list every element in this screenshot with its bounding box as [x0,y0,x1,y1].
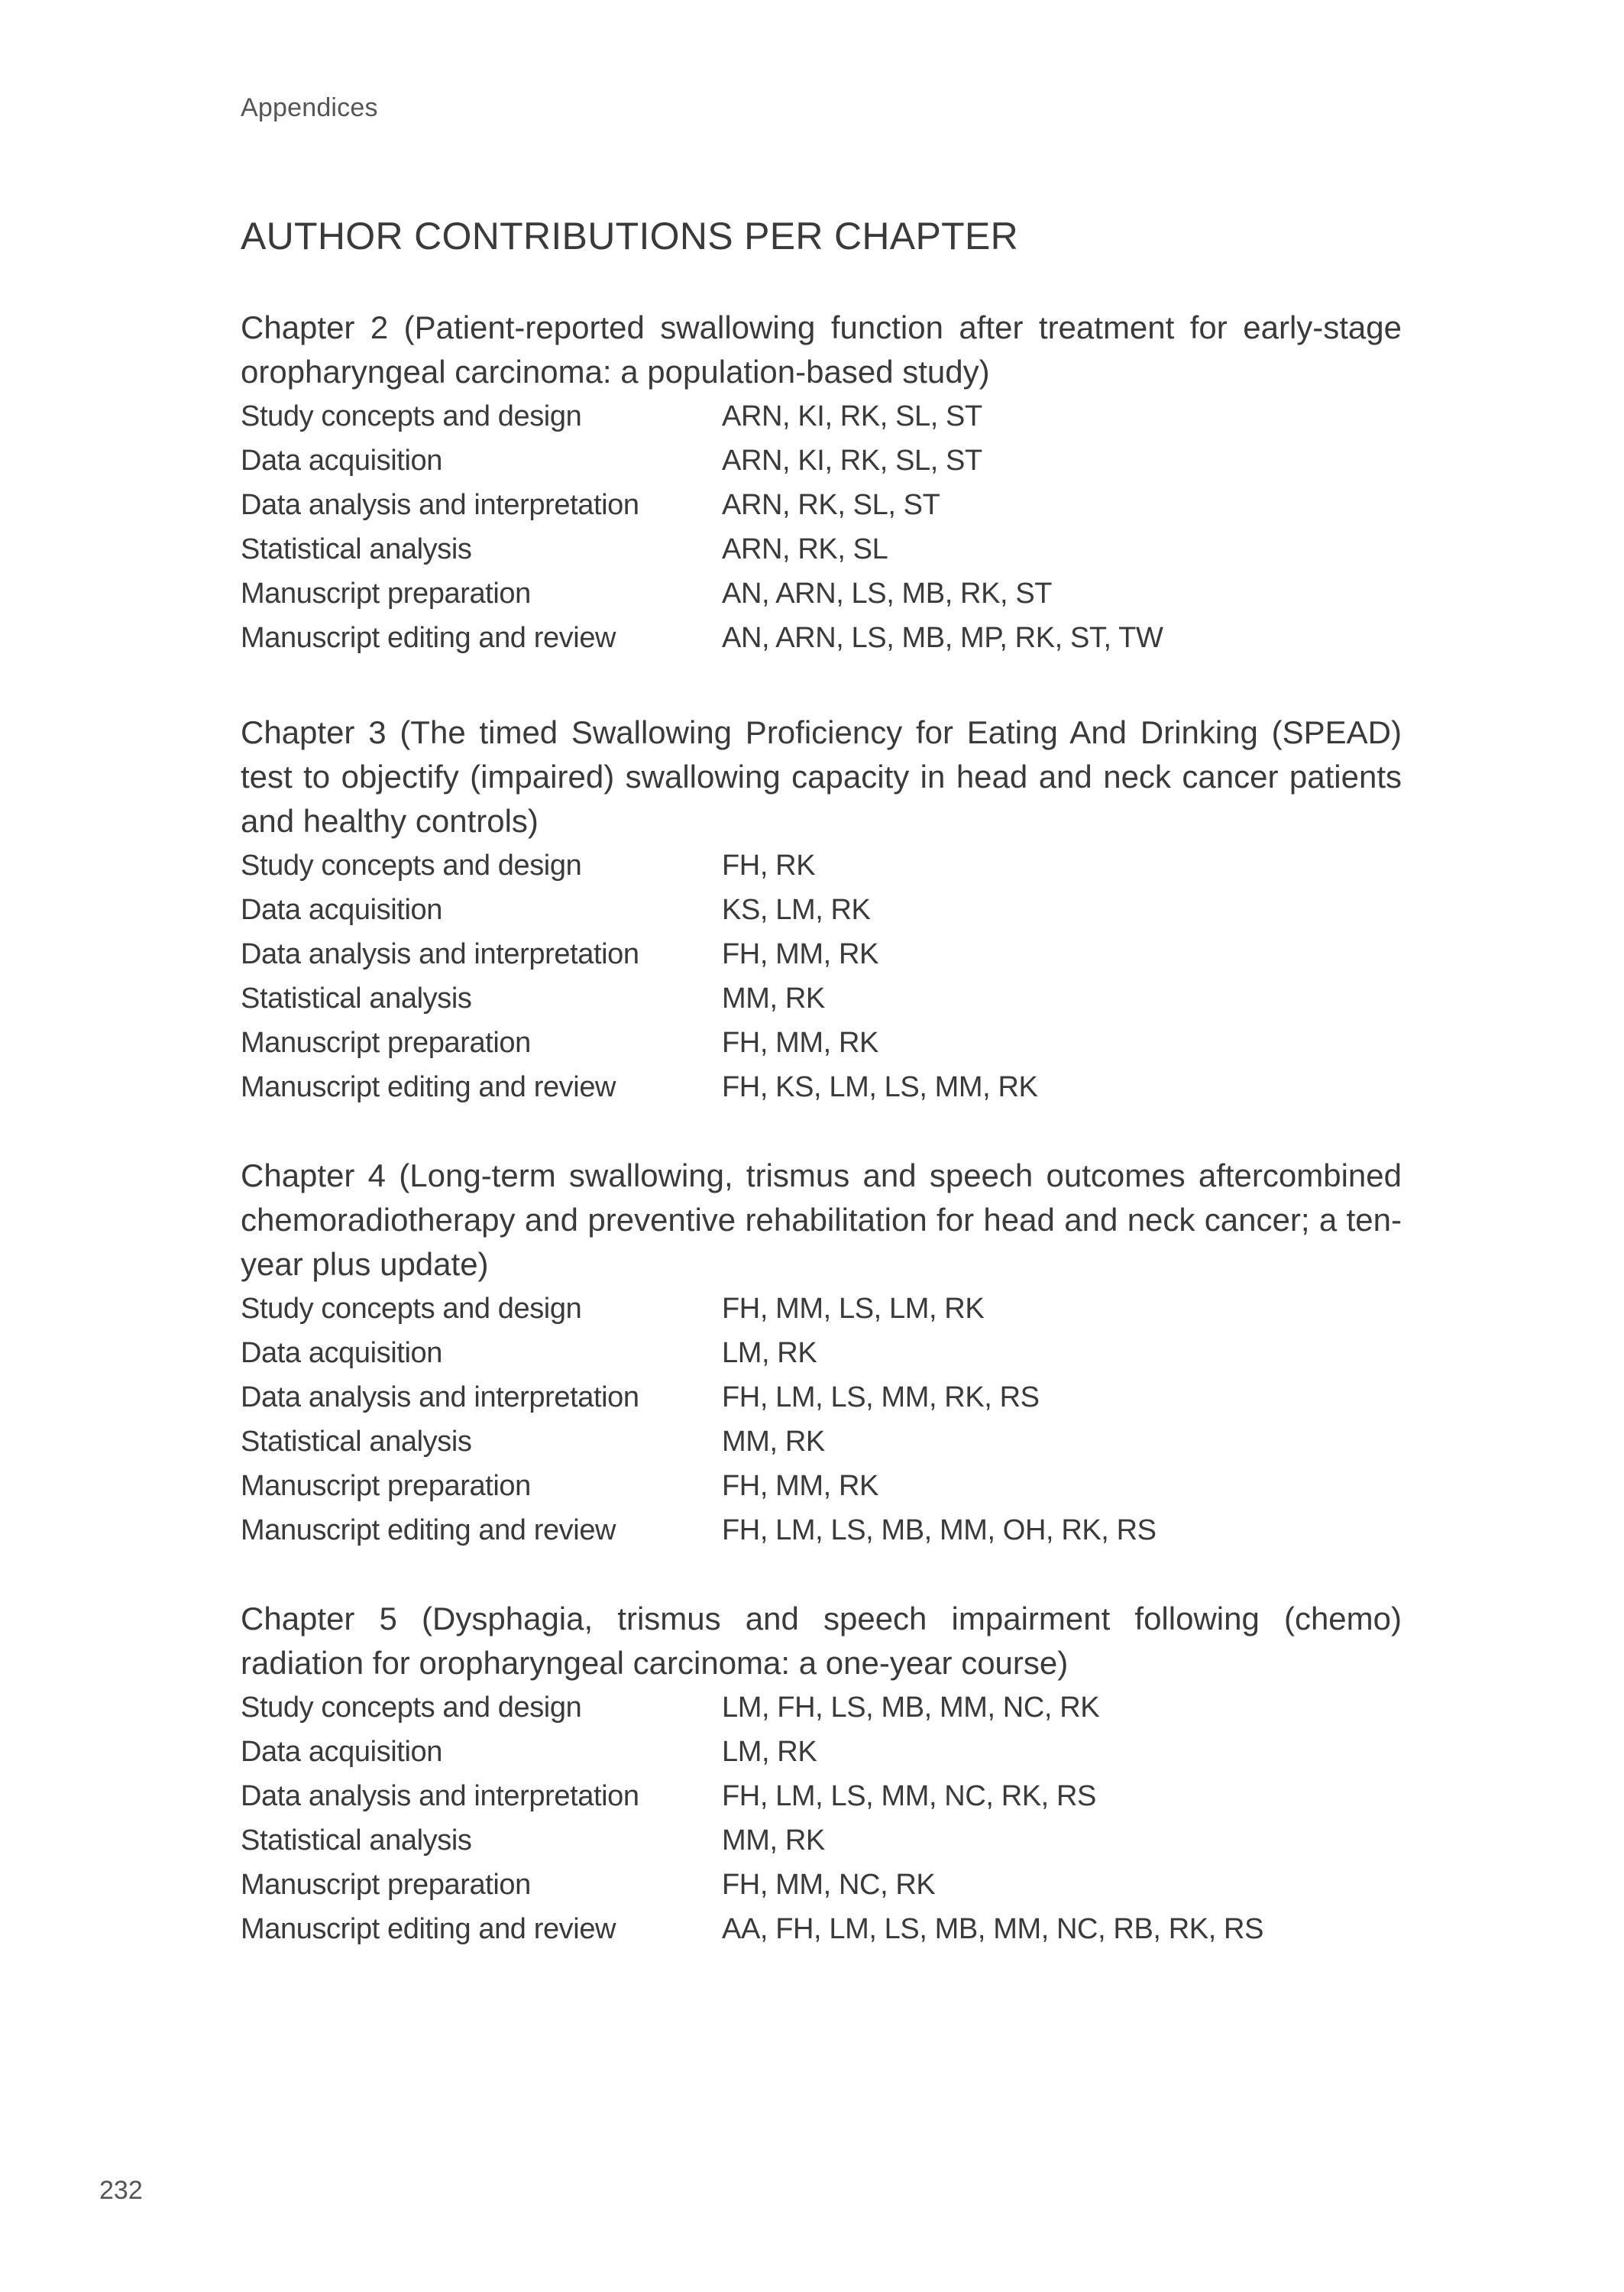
contribution-row [241,888,1402,932]
role-label: Study concepts and design [241,850,582,882]
author-initials: FH, LM, LS, MB, MM, OH, RK, RS [722,1514,1157,1546]
role-label: Data analysis and interpretation [241,1780,639,1812]
role-label: Study concepts and design [241,1293,582,1325]
role-label: Data acquisition [241,445,442,477]
contribution-table [241,1287,1402,1552]
contribution-row [241,1287,1402,1331]
role-label: Study concepts and design [241,400,582,432]
contribution-table [241,843,1402,1109]
contribution-row [241,843,1402,888]
role-label: Data acquisition [241,1736,442,1768]
contribution-row [241,483,1402,527]
chapter-4-section [241,1154,1402,1552]
author-initials: FH, LM, LS, MM, NC, RK, RS [722,1780,1096,1812]
role-label: Study concepts and design [241,1691,582,1724]
role-label: Data analysis and interpretation [241,489,639,521]
role-label: Data acquisition [241,1337,442,1369]
author-initials: MM, RK [722,1824,825,1857]
contribution-row [241,1730,1402,1774]
contribution-row [241,1065,1402,1109]
chapter-heading: Chapter 3 (The timed Swallowing Proficiency for Eating And Drinking (SPEAD) test to objectify (impaired) swallowing capacity in head and neck cancer patients and healthy controls) [241,714,1402,839]
author-initials: AN, ARN, LS, MB, RK, ST [722,578,1053,610]
author-initials: AN, ARN, LS, MB, MP, RK, ST, TW [722,622,1163,654]
contribution-table [241,1685,1402,1951]
contribution-row [241,1464,1402,1508]
contribution-row [241,1331,1402,1375]
chapter-3-section [241,711,1402,1109]
author-initials: FH, MM, RK [722,938,878,970]
contribution-row [241,1818,1402,1863]
contribution-row [241,439,1402,483]
role-label: Manuscript editing and review [241,1913,616,1945]
role-label: Manuscript preparation [241,1027,531,1059]
role-label: Manuscript editing and review [241,622,616,654]
author-initials: LM, FH, LS, MB, MM, NC, RK [722,1691,1100,1724]
author-initials: FH, MM, NC, RK [722,1869,936,1901]
author-initials: AA, FH, LM, LS, MB, MM, NC, RB, RK, RS [722,1913,1264,1945]
author-initials: LM, RK [722,1736,817,1768]
author-initials: MM, RK [722,983,825,1015]
role-label: Data analysis and interpretation [241,938,639,970]
contribution-row [241,616,1402,660]
chapter-5-section [241,1597,1402,1951]
author-initials: FH, KS, LM, LS, MM, RK [722,1071,1038,1103]
contribution-row [241,527,1402,571]
contribution-row [241,394,1402,439]
chapter-heading: Chapter 4 (Long-term swallowing, trismus and speech outcomes aftercombined chemoradiotherapy and preventive rehabilitation for head and neck cancer; a ten-year plus update) [241,1157,1402,1282]
contribution-row [241,1774,1402,1818]
role-label: Statistical analysis [241,533,472,565]
author-initials: FH, MM, RK [722,1027,878,1059]
role-label: Statistical analysis [241,1426,472,1458]
contribution-table [241,394,1402,660]
role-label: Manuscript preparation [241,1470,531,1502]
author-initials: ARN, KI, RK, SL, ST [722,445,982,477]
contribution-row [241,1375,1402,1420]
role-label: Manuscript editing and review [241,1071,616,1103]
contribution-row [241,1863,1402,1907]
running-header: Appendices [241,93,378,122]
contribution-row [241,1907,1402,1951]
page-number: 232 [99,2176,143,2205]
role-label: Statistical analysis [241,983,472,1015]
contribution-row [241,1420,1402,1464]
chapter-heading: Chapter 2 (Patient-reported swallowing function after treatment for early-stage oropharyngeal carcinoma: a population-based study) [241,309,1402,390]
role-label: Manuscript editing and review [241,1514,616,1546]
role-label: Manuscript preparation [241,578,531,610]
contribution-row [241,932,1402,976]
author-initials: ARN, RK, SL, ST [722,489,940,521]
chapter-heading: Chapter 5 (Dysphagia, trismus and speech impairment following (chemo) radiation for oropharyngeal carcinoma: a one-year course) [241,1601,1402,1681]
contribution-row [241,1685,1402,1730]
author-initials: FH, LM, LS, MM, RK, RS [722,1381,1040,1413]
author-initials: MM, RK [722,1426,825,1458]
chapter-2-section [241,306,1402,660]
author-initials: ARN, KI, RK, SL, ST [722,400,982,432]
author-initials: FH, MM, LS, LM, RK [722,1293,985,1325]
author-initials: LM, RK [722,1337,817,1369]
contribution-row [241,1508,1402,1552]
role-label: Data analysis and interpretation [241,1381,639,1413]
author-initials: ARN, RK, SL [722,533,888,565]
role-label: Statistical analysis [241,1824,472,1857]
contribution-row [241,976,1402,1021]
author-initials: FH, MM, RK [722,1470,878,1502]
contribution-row [241,571,1402,616]
page-title: AUTHOR CONTRIBUTIONS PER CHAPTER [241,215,1018,257]
author-initials: FH, RK [722,850,816,882]
role-label: Data acquisition [241,894,442,926]
contribution-row [241,1021,1402,1065]
role-label: Manuscript preparation [241,1869,531,1901]
author-initials: KS, LM, RK [722,894,871,926]
